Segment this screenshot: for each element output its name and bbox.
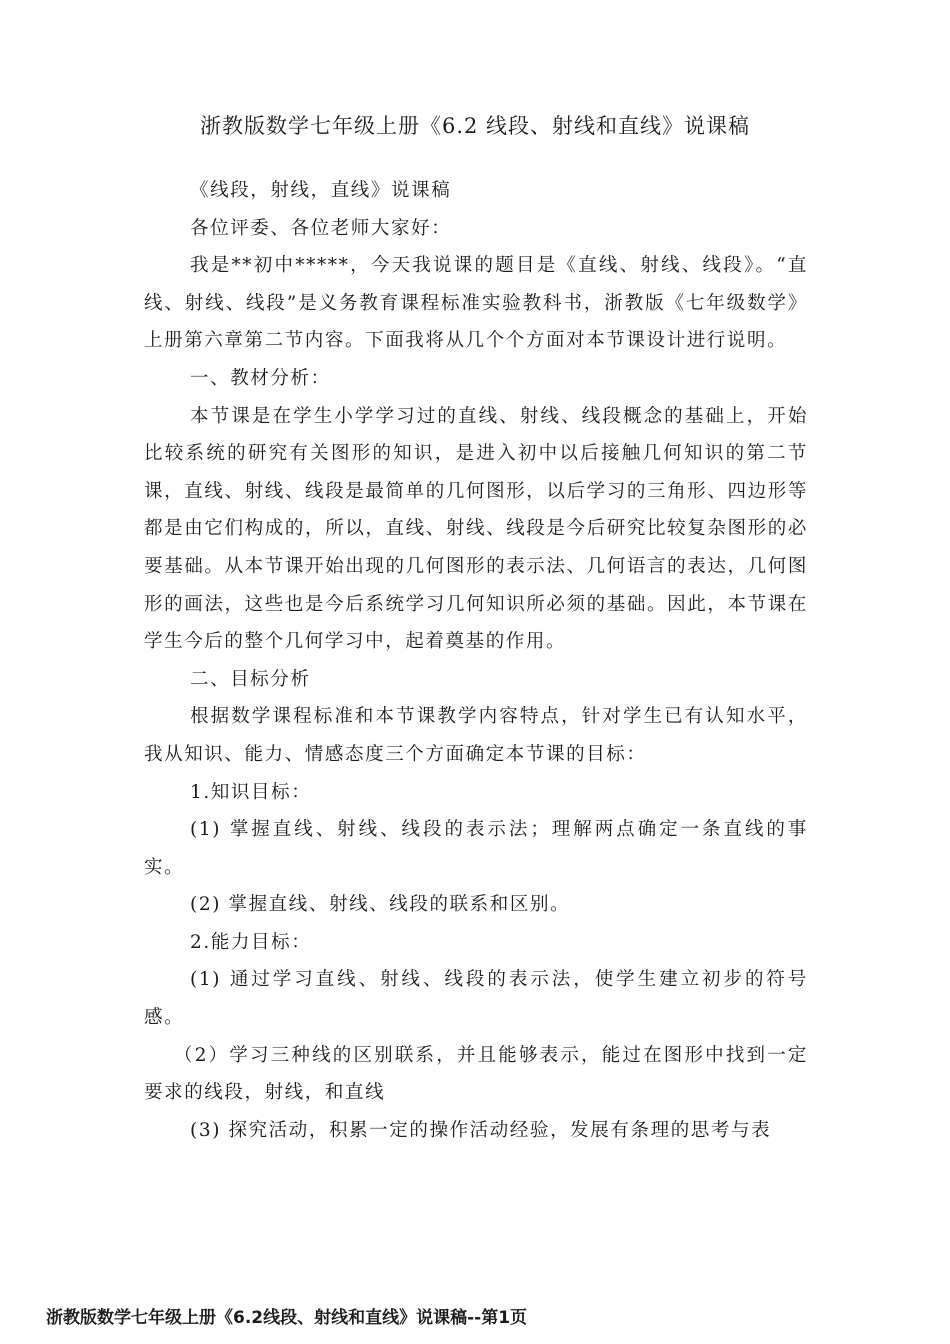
list-item: (3) 探究活动，积累一定的操作活动经验，发展有条理的思考与表 bbox=[190, 1119, 772, 1141]
paragraph-goal-analysis: 根据数学课程标准和本节课教学内容特点，针对学生已有认知水平，我从知识、能力、情感态度三个方面确定本节课的目标： bbox=[144, 706, 808, 765]
paragraph-subtitle: 《线段，射线，直线》说课稿 bbox=[190, 180, 452, 201]
paragraph-intro: 我是**初中*****，今天我说课的题目是《直线、射线、线段》。“直线、射线、线段”是义务教育课程标准实验教科书，浙教版《七年级数学》上册第六章第二节内容。下面我将从几个个方面对本节课设计进行说明。 bbox=[144, 255, 808, 352]
heading-knowledge-goals: 1.知识目标： bbox=[190, 781, 312, 803]
heading-ability-goals: 2.能力目标： bbox=[190, 931, 312, 953]
list-item: (2) 掌握直线、射线、线段的联系和区别。 bbox=[190, 894, 571, 916]
page-footer: 浙教版数学七年级上册《6.2线段、射线和直线》说课稿--第1页 bbox=[46, 1308, 528, 1328]
paragraph-greeting: 各位评委、各位老师大家好： bbox=[190, 217, 452, 239]
list-item: (1) 掌握直线、射线、线段的表示法；理解两点确定一条直线的事实。 bbox=[144, 819, 808, 878]
document-body bbox=[144, 172, 808, 1149]
list-item: (1) 通过学习直线、射线、线段的表示法，使学生建立初步的符号感。 bbox=[144, 969, 808, 1029]
document-title: 浙教版数学七年级上册《6.2 线段、射线和直线》说课稿 bbox=[199, 114, 751, 138]
heading-goal-analysis: 二、目标分析 bbox=[190, 668, 311, 690]
heading-textbook-analysis: 一、教材分析： bbox=[190, 367, 331, 389]
paragraph-textbook-analysis: 本节课是在学生小学学习过的直线、射线、线段概念的基础上，开始比较系统的研究有关图形的知识，是进入初中以后接触几何知识的第二节课，直线、射线、线段是最简单的几何图形，以后学习的三角形、四边形等都是由它们构成的，所以，直线、射线、线段是今后研究比较复杂图形的必要基础。从本节课开始出现的几何图形的表示法、几何语言的表达，几何图形的画法，这些也是今后系统学习几何知识所必须的基础。因此，本节课在学生今后的整个几何学习中，起着奠基的作用。 bbox=[144, 405, 808, 653]
list-item: （2）学习三种线的区别联系，并且能够表示，能过在图形中找到一定要求的线段，射线，和直线 bbox=[144, 1044, 808, 1104]
